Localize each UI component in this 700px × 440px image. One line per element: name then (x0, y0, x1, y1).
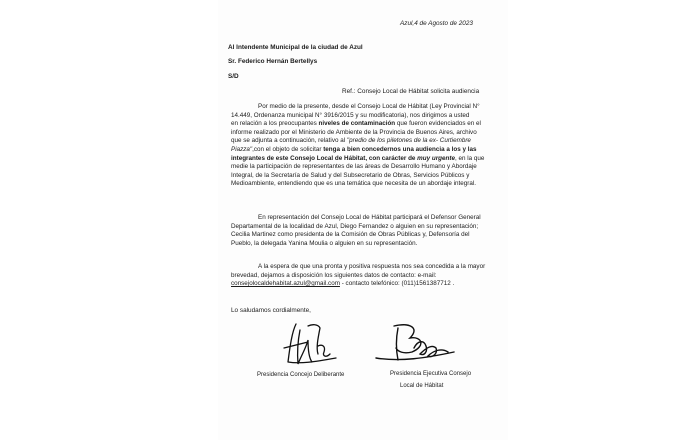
p1-l6-italic: Piazza" (231, 145, 253, 153)
p1-l5-italic: "predio de los piletones de la ex- Curtiembre (346, 137, 471, 145)
p1-l6-bold: tenga a bien concedernos una audiencia a los y las (323, 145, 477, 153)
paragraph-3 (231, 263, 508, 289)
p2-line-3: Cecilia Martinez como presidenta de la Comisión de Obras Públicas y, Defensoría del (231, 231, 470, 239)
letter-page (218, 0, 508, 440)
p1-line-4: informe realizado por el Ministerio de Ambiente de la Provincia de Buenos Aires, archivo (231, 128, 477, 136)
paragraph-1 (231, 103, 508, 189)
letter-date: Azul,4 de Agosto de 2023 (400, 20, 473, 27)
p2-line-4: Pueblo, la delegada Yanina Moulia o alguien en su representación. (231, 239, 418, 247)
p2-line-1: En representación del Consejo Local de Hábitat participará el Defensor General (258, 214, 481, 221)
p1-l7-bold: integrantes de este Consejo Local de Hábitat, con carácter de (231, 154, 418, 162)
signature-left-mark (278, 318, 348, 374)
signature-right-mark (370, 318, 460, 370)
signature-right-title-1: Presidencia Ejecutiva Consejo (390, 371, 472, 377)
p1-line-3 (231, 120, 508, 129)
p3-line-1: A la espera de que una pronta y positiva respuesta nos sea concedida a la mayor (258, 263, 486, 270)
signature-left-title: Presidencia Concejo Deliberante (257, 372, 345, 378)
p1-l3-text-c: que fueron evidenciados en el (395, 120, 481, 128)
p1-l5-text-a: que se adjunta a continuación, relativo al (231, 137, 347, 145)
p2-line-2: Departamental de la localidad de Azul, Diego Fernandez o alguien en su representación; (231, 222, 479, 230)
p1-l7-text-c: , en la que (454, 154, 485, 162)
p3-line-3 (231, 280, 508, 289)
p1-line-1: Por medio de la presente, desde el Consejo Local de Hábitat (Ley Provincial N° (258, 103, 480, 110)
p1-line-10: Medioambiente, entendiendo que es una temática que necesita de un abordaje integral. (231, 180, 477, 188)
p1-line-8: medie la participación de representantes de las áreas de Desarrollo Humano y Abordaje (231, 163, 477, 171)
contact-email-link[interactable]: consejolocaldehabitat.azul@gmail.com (231, 280, 340, 288)
signature-right-title-2: Local de Hábitat (400, 383, 444, 389)
p1-l3-bold: niveles de contaminación (318, 120, 396, 128)
p1-l6-text-b: ,con el objeto de solicitar (252, 145, 324, 153)
recipient-line-1: Al Intendente Municipal de la ciudad de Azul (228, 44, 363, 51)
salutation-sd: S/D (228, 73, 239, 80)
p1-line-2: 14.449, Ordenanza municipal N° 3916/2015 y su modificatoria), nos dirigimos a usted (231, 111, 470, 119)
p1-line-7 (231, 155, 508, 164)
p1-line-5 (231, 137, 508, 146)
reference-line: Ref.: Consejo Local de Hábitat solicita audiencia (342, 88, 480, 95)
p3-line-2: brevedad, dejamos a disposición los siguientes datos de contacto: e-mail: (231, 271, 437, 279)
p1-l7-bold-italic: muy urgente (417, 154, 455, 162)
closing-line: Lo saludamos cordialmente, (231, 307, 311, 314)
p1-line-9: Integral, de la Secretaría de Salud y del Subsecretario de Obras, Servicios Públicos y (231, 171, 470, 179)
paragraph-2 (231, 214, 508, 248)
p3-l3-rest: - contacto telefónico: (011)1561387712 . (339, 280, 455, 288)
p1-l3-text-a: en relación a los preocupantes (231, 120, 319, 128)
p1-line-6 (231, 146, 508, 155)
recipient-line-2: Sr. Federico Hernán Bertellys (228, 58, 318, 65)
